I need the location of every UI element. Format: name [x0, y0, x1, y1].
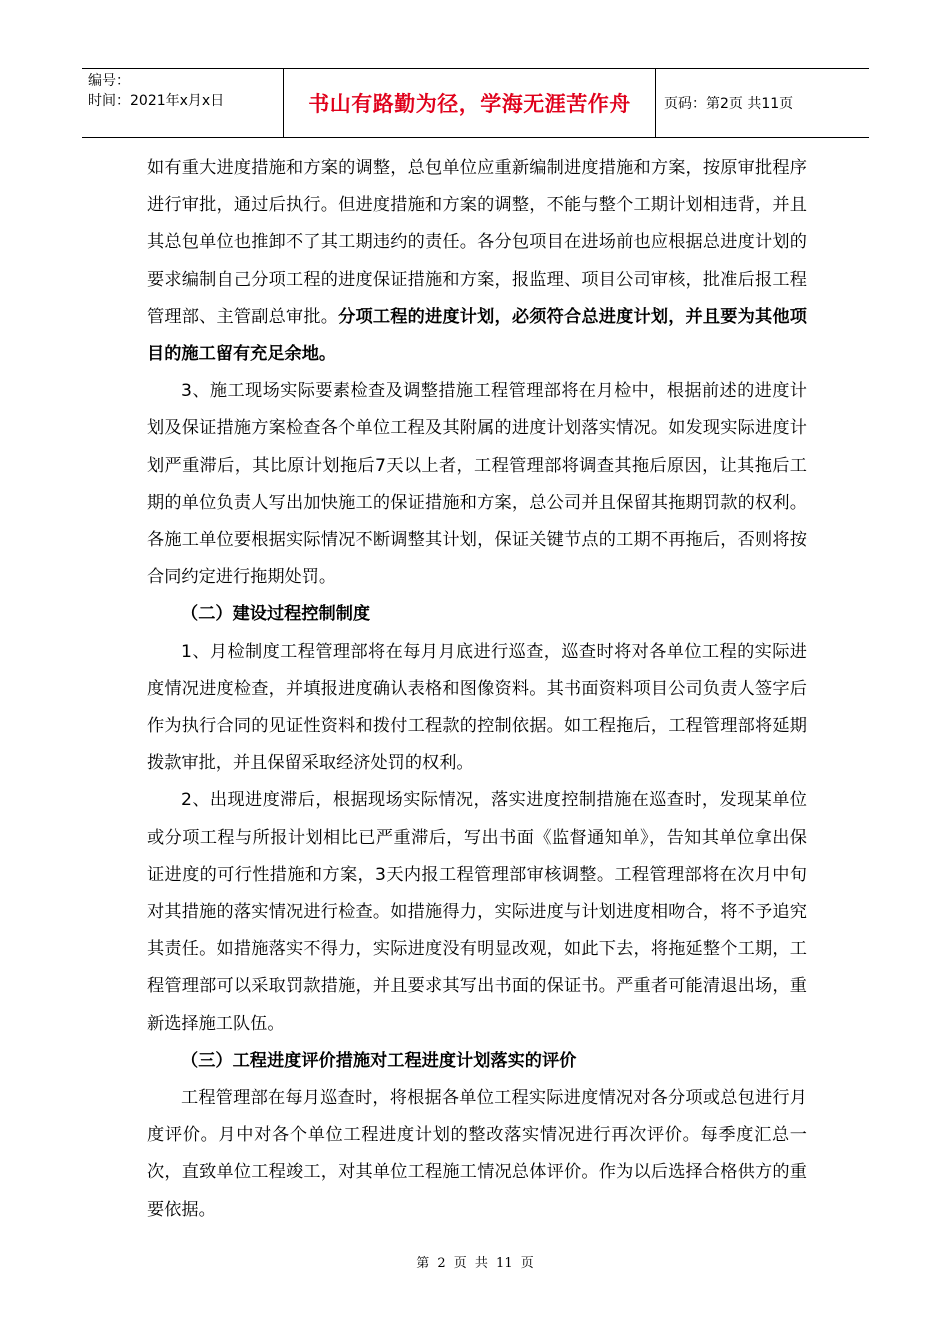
page-footer: 第 2 页 共 11 页 [416, 1256, 534, 1271]
paragraph: 1、月检制度工程管理部将在每月月底进行巡查，巡查时将对各单位工程的实际进度情况进度检查，并填报进度确认表格和图像资料。其书面资料项目公司负责人签字后作为执行合同的见证性资料和拨付工程款的控制依据。如工程拖后，工程管理部将延期拨款审批，并且保留采取经济处罚的权利。 [147, 641, 807, 774]
header-page-info: 页码：第2页 共11页 [664, 96, 794, 112]
header-motto: 书山有路勤为径，学海无涯苦作舟 [284, 69, 656, 137]
page-header [82, 68, 869, 138]
paragraph-text: 如有重大进度措施和方案的调整，总包单位应重新编制进度措施和方案，按原审批程序进行审批，通过后执行。但进度措施和方案的调整，不能与整个工期计划相违背，并且其总包单位也推卸不了其工期违约的责任。各分包项目在进场前也应根据总进度计划的要求编制自己分项工程的进度保证措施和方案，报监理、项目公司审核，批准后报工程管理部、主管副总审批。 [147, 158, 807, 327]
document-number-label: 编号： [88, 73, 130, 89]
paragraph-bold-text: 分项工程的进度计划，必须符合总进度计划，并且要为其他项目的施工留有充足余地。 [147, 306, 807, 365]
paragraph: 3、施工现场实际要素检查及调整措施工程管理部将在月检中，根据前述的进度计划及保证措施方案检查各个单位工程及其附属的进度计划落实情况。如发现实际进度计划严重滞后，其比原计划拖后7天以上者，工程管理部将调查其拖后原因，让其拖后工期的单位负责人写出加快施工的保证措施和方案，总公司并且保留其拖期罚款的权利。各施工单位要根据实际情况不断调整其计划，保证关键节点的工期不再拖后，否则将按合同约定进行拖期处罚。 [147, 381, 807, 588]
section-heading: （二）建设过程控制制度 [181, 604, 371, 625]
header-meta [82, 69, 284, 137]
document-body [147, 150, 807, 1229]
paragraph: 2、出现进度滞后，根据现场实际情况，落实进度控制措施在巡查时，发现某单位或分项工程与所报计划相比已严重滞后，写出书面《监督通知单》，告知其单位拿出保证进度的可行性措施和方案，3天内报工程管理部审核调整。工程管理部将在次月中旬对其措施的落实情况进行检查。如措施得力，实际进度与计划进度相吻合，将不予追究其责任。如措施落实不得力，实际进度没有明显改观，如此下去，将拖延整个工期，工程管理部可以采取罚款措施，并且要求其写出书面的保证书。严重者可能清退出场，重新选择施工队伍。 [147, 790, 807, 1034]
paragraph [147, 150, 807, 373]
paragraph: 工程管理部在每月巡查时，将根据各单位工程实际进度情况对各分项或总包进行月度评价。月中对各个单位工程进度计划的整改落实情况进行再次评价。每季度汇总一次，直致单位工程竣工，对其单位工程施工情况总体评价。作为以后选择合格供方的重要依据。 [147, 1088, 807, 1220]
document-date: 时间：2021年x月x日 [88, 93, 225, 109]
section-heading: （三）工程进度评价措施对工程进度计划落实的评价 [181, 1050, 577, 1071]
